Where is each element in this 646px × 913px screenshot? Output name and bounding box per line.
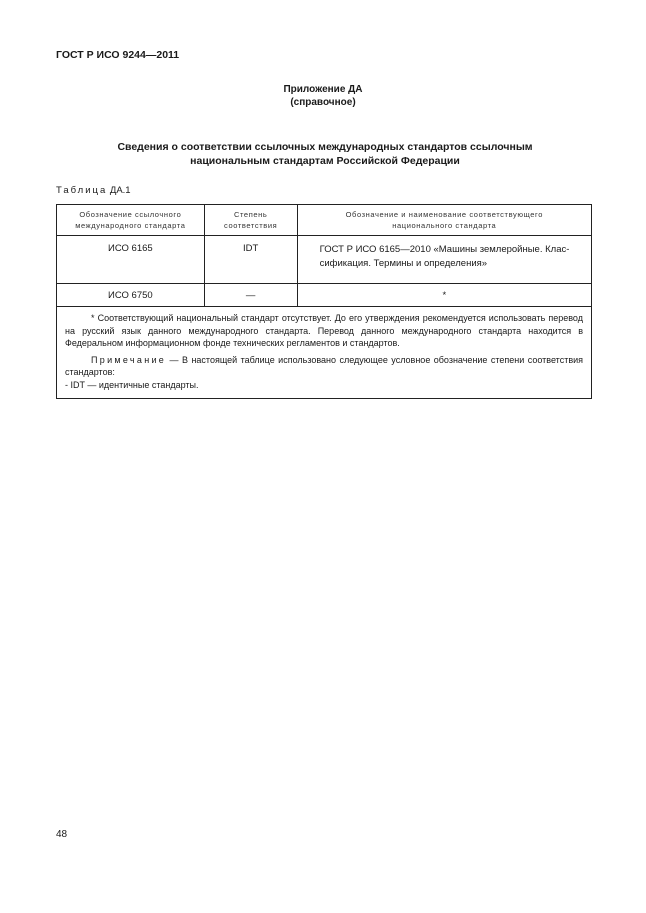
cell-national: ГОСТ Р ИСО 6165—2010 «Машины землеройные. Клас- сификация. Термины и определения»	[297, 236, 591, 284]
cell-standard: ИСО 6750	[57, 284, 205, 307]
page-number: 48	[56, 829, 68, 840]
header-national-standard: Обозначение и наименование соответствующего национального стандарта	[297, 205, 591, 236]
correspondence-table	[56, 204, 592, 399]
appendix-heading	[0, 83, 646, 109]
header-degree: Степень соответствия	[204, 205, 297, 236]
cell-national: *	[297, 284, 591, 307]
section-title	[60, 140, 590, 168]
section-title-line1: Сведения о соответствии ссылочных международных стандартов ссылочным	[117, 141, 533, 153]
cell-degree: IDT	[204, 236, 297, 284]
appendix-subtitle: (справочное)	[290, 97, 356, 108]
cell-degree: —	[204, 284, 297, 307]
table-caption-id: ДА.1	[109, 185, 131, 196]
note	[65, 354, 583, 379]
table-notes-row	[57, 307, 592, 399]
table-header-row	[57, 205, 592, 236]
header-international-standard: Обозначение ссылочного международного стандарта	[57, 205, 205, 236]
table-row	[57, 284, 592, 307]
note-text: — В настоящей таблице использовано следующее условное обозначение степени соответствия стандартов:	[65, 354, 583, 377]
section-title-line2: национальным стандартам Российской Федерации	[190, 155, 460, 167]
note-label: Примечание	[91, 354, 167, 365]
footnote: * Соответствующий национальный стандарт отсутствует. До его утверждения рекомендуется использовать перевод на русский язык данного международного стандарта. Перевод данного международного стандарта находится в Федеральном информационном фонде технических регламентов и стандартов.	[65, 313, 583, 348]
table-caption-word: Таблица	[56, 185, 108, 196]
table-caption	[56, 185, 131, 196]
cell-standard: ИСО 6165	[57, 236, 205, 284]
appendix-title: Приложение ДА	[283, 84, 363, 95]
note-item: - IDT — идентичные стандарты.	[65, 379, 199, 390]
table-row	[57, 236, 592, 284]
document-code: ГОСТ Р ИСО 9244—2011	[56, 49, 180, 61]
table-notes	[57, 307, 592, 399]
